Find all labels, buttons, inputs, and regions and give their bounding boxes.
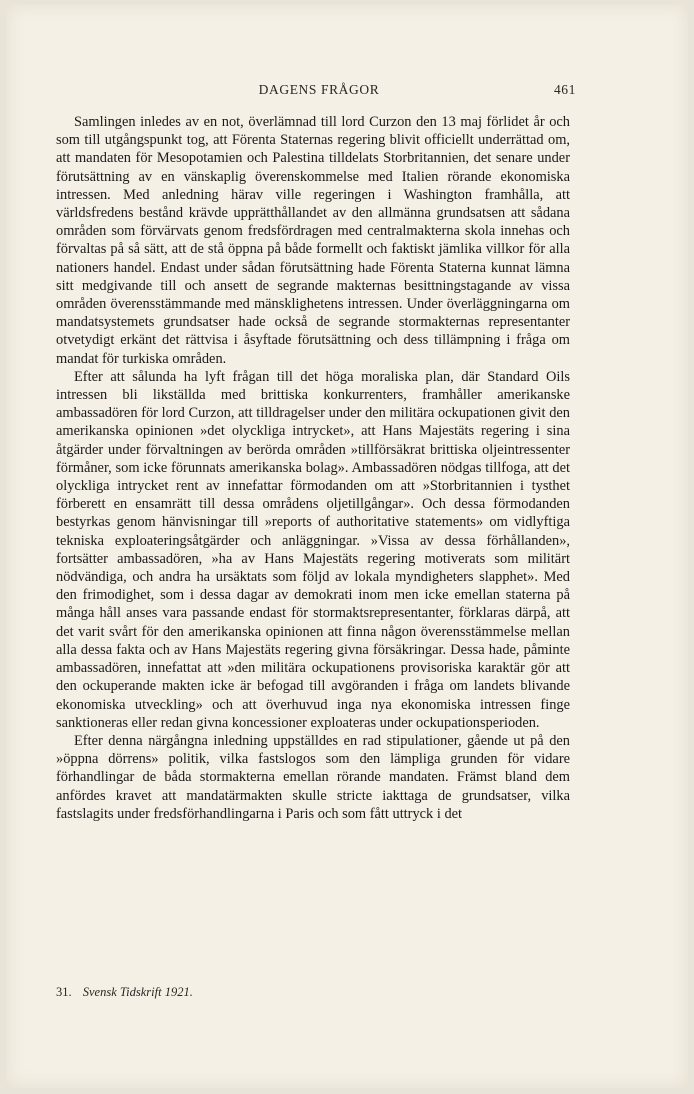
paragraph-1: Samlingen inledes av en not, överlämnad till lord Curzon den 13 maj förlidet år och som till utgångspunkt tog, att Förenta Staternas regering blivit officiellt underrättad om, att mandaten för Mesopotamien och Palestina tilldelats Storbritannien, det senare under förutsättning av en vänskaplig överenskommelse med Italien rörande ekonomiska intressen. Med anledning härav ville regeringen i Washington framhålla, att världsfredens bestånd krävde upprätthållandet av den allmänna grundsatsen att sådana områden som förvärvats genom fredsfördragen med centralmakterna skola innehas och förvaltas på så sätt, att de stå öppna på både formellt och faktiskt jämlika villkor för alla nationers handel. Endast under sådan förutsättning hade Förenta Staterna kunnat lämna sitt medgivande till och ansett de segrande makternas besittningstagande av vissa områden överensstämmande med mänsklighetens intressen. Under överläggningarna om mandatsystemets grundsatser hade också de segrande stormakternas representanter otvetydigt erkänt det rättvisa i åsyftade förutsättning och dess tillämpning i fråga om mandat för turkiska områden. [56, 114, 570, 367]
page-number: 461 [553, 82, 576, 97]
signature-title: Svensk Tidskrift 1921. [82, 985, 193, 999]
page-header [62, 82, 576, 102]
signature-number: 31. [56, 985, 72, 999]
paragraph-3: Efter denna närgångna inledning uppställdes en rad stipulationer, gående ut på den »öppna dörrens» politik, vilka fastslogos som den lämpliga grunden för vidare förhandlingar de båda stormakterna emellan rörande mandaten. Främst bland dem anfördes kravet att mandatärmakten skulle stricte iakttaga de grundsatser, vilka fastslagits under fredsförhandlingarna i Paris och som fått uttryck i det [56, 732, 570, 822]
body-text [56, 113, 570, 823]
running-title: DAGENS FRÅGOR [258, 82, 380, 97]
page-footer [56, 985, 193, 1000]
paragraph-2: Efter att sålunda ha lyft frågan till det höga moraliska plan, där Standard Oils intressen bli likställda med brittiska konkurrenters, framhåller amerikanske ambassadören för lord Curzon, att tilldragelser under den militära ockupationen givit den amerikanska opinionen »det olyckliga intrycket», att Hans Majestäts regering i sina åtgärder under förvaltningen av berörda områden »tillförsäkrat brittiska oljeintressenter förmåner, som icke förunnats amerikanska bolag». Ambassadören nödgas tillfoga, att det olyckliga intrycket rent av innefattar förmodanden om att »Storbritannien i tysthet förberett en ensamrätt till dessa områdens oljetillgångar». Och dessa förmodanden bestyrkas genom hänvisningar till »reports of authoritative statements» om vidlyftiga tekniska exploateringsåtgärder och anläggningar. »Vissa av dessa förhållanden», fortsätter ambassadören, »ha av Hans Majestäts regering motiverats som militärt nödvändiga, och andra ha ursäktats som följd av lokala myndigheters slapphet». Med den frimodighet, som i dessa dagar av demokrati inom men icke emellan staterna på många håll anses vara passande endast för stormaktsrepresentanter, förklaras därpå, att det varit svårt för den amerikanska opinionen att finna någon överensstämmelse mellan alla dessa fakta och av Hans Majestäts regering givna försäkringar. Dessa hade, påminte ambassadören, innefattat att »den militära ockupationens provisoriska karaktär gör att den ockuperande makten icke är befogad till avgöranden i fråga om landets blivande ekonomiska utveckling» och att överhuvud inga nya ekonomiska intressen finge sanktioneras eller redan givna koncessioner exploateras under ockupationsperioden. [56, 368, 570, 731]
